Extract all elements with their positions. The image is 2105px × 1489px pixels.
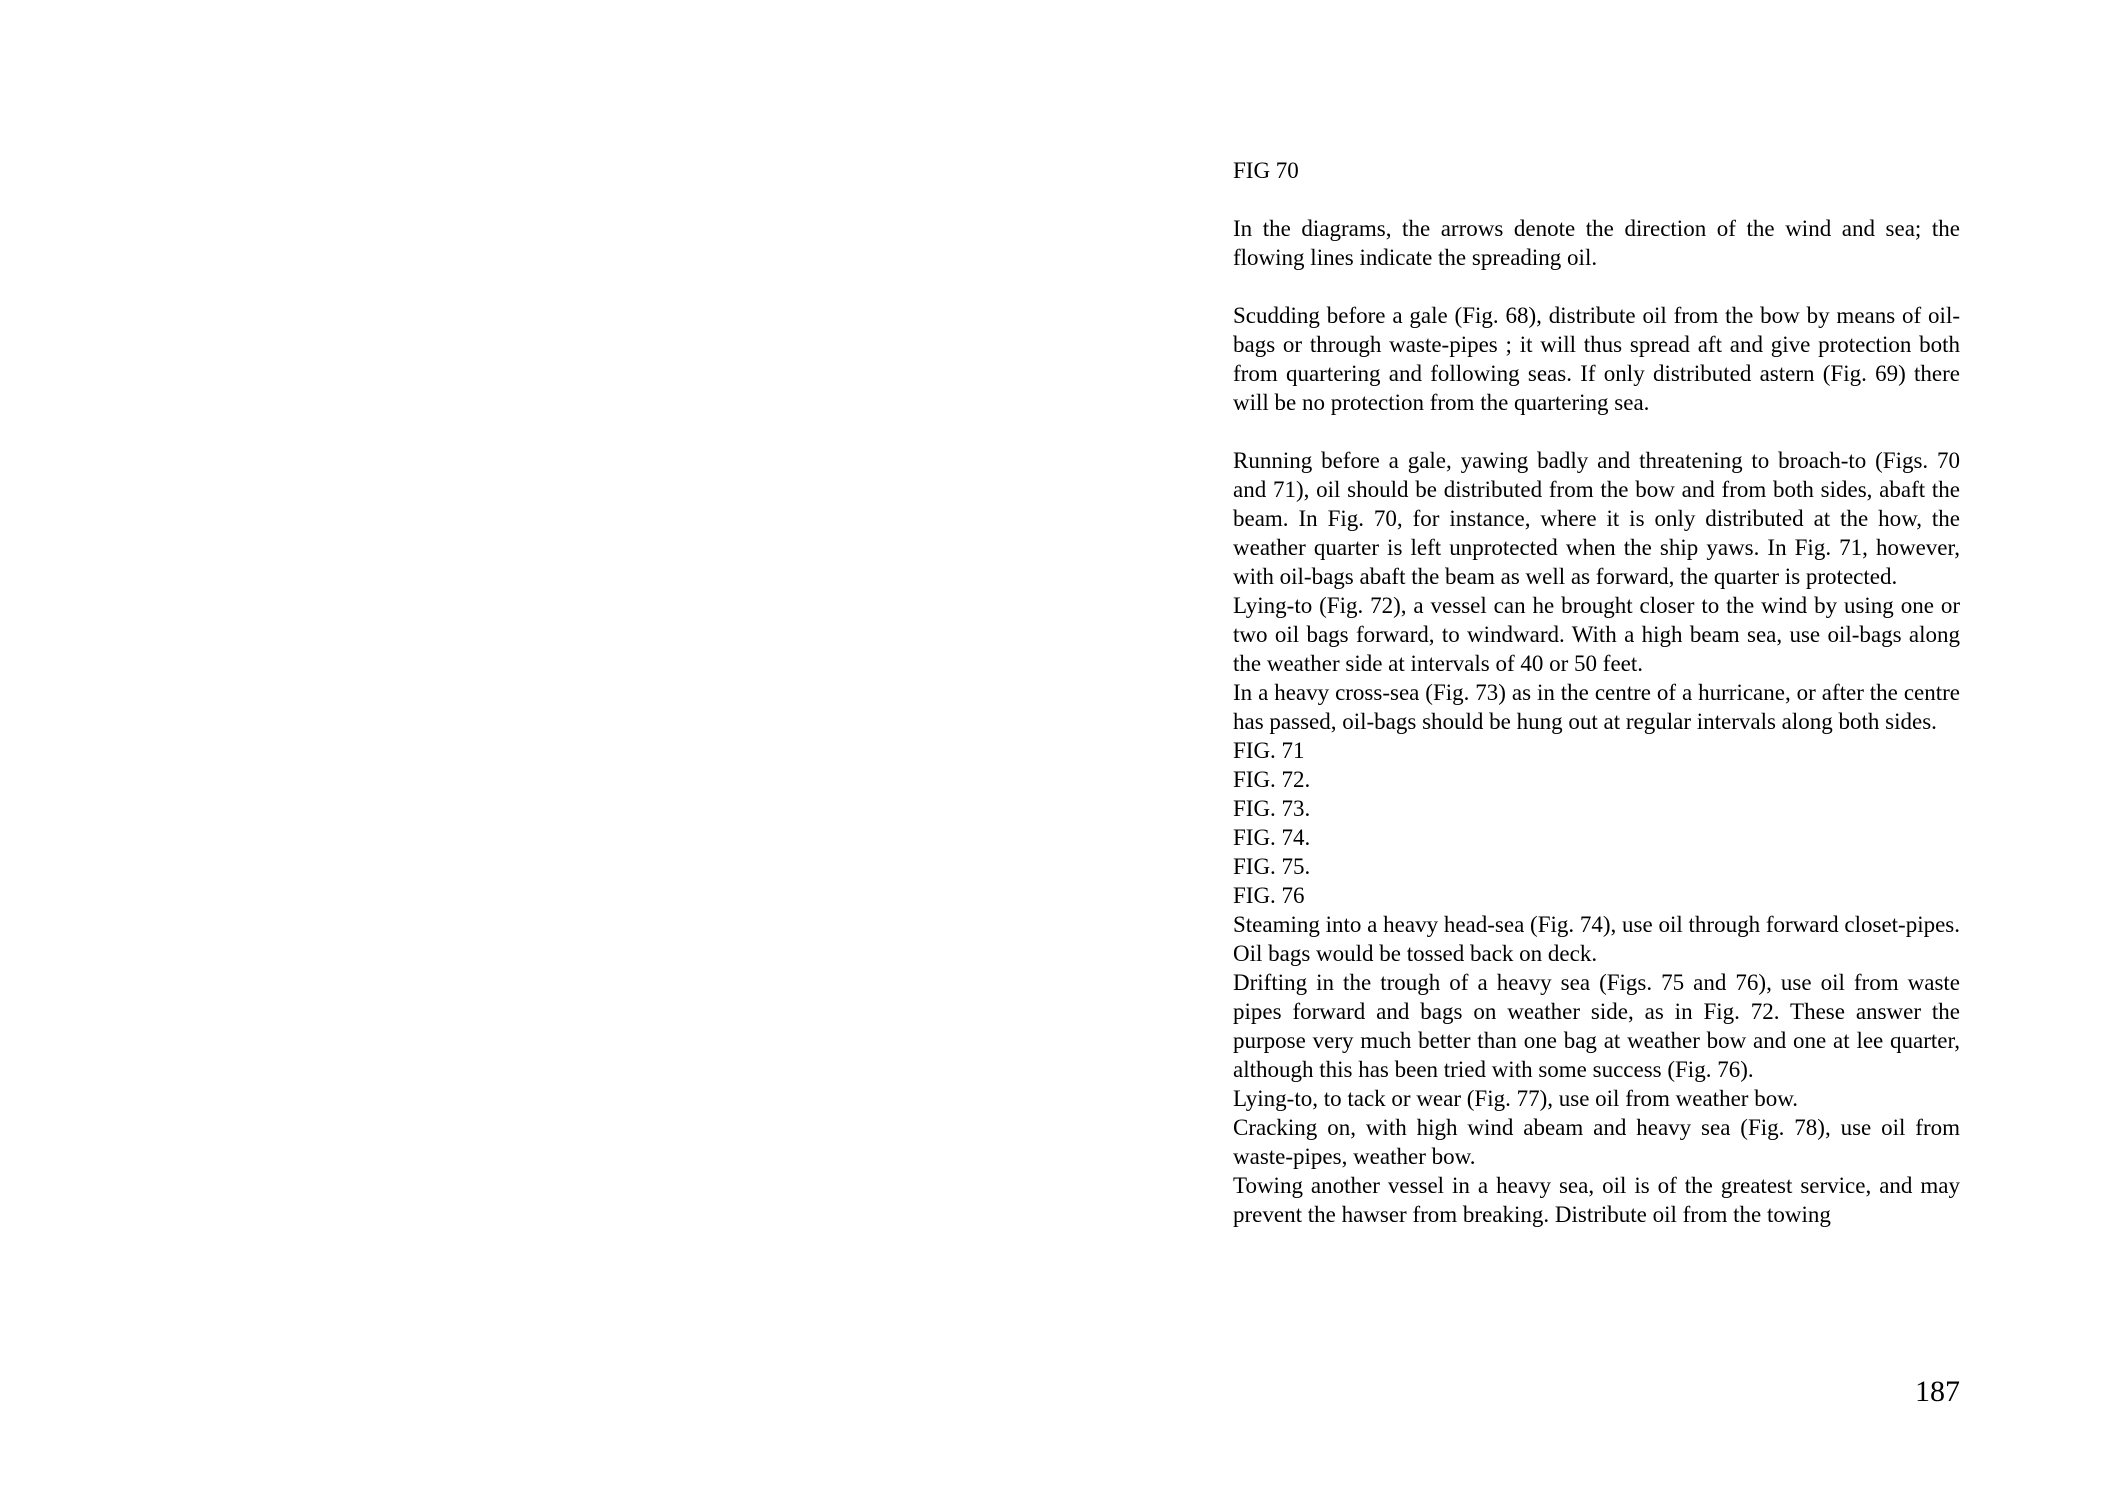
text-column: [1233, 156, 1960, 1229]
figure-label: FIG. 74.: [1233, 825, 1311, 850]
figure-label: FIG. 73.: [1233, 796, 1311, 821]
paragraph: Cracking on, with high wind abeam and heavy sea (Fig. 78), use oil from waste-pipes, weather bow.: [1233, 1115, 1960, 1169]
figure-label: FIG. 72.: [1233, 767, 1311, 792]
figure-label: FIG. 76: [1233, 883, 1305, 908]
paragraph: Lying-to (Fig. 72), a vessel can he brought closer to the wind by using one or two oil bags forward, to windward. With a high beam sea, use oil-bags along the weather side at intervals of 40 or 50 feet.: [1233, 593, 1960, 676]
paragraph: In the diagrams, the arrows denote the direction of the wind and sea; the flowing lines indicate the spreading oil.: [1233, 216, 1960, 270]
paragraph: Lying-to, to tack or wear (Fig. 77), use oil from weather bow.: [1233, 1086, 1799, 1111]
paragraph: Scudding before a gale (Fig. 68), distribute oil from the bow by means of oil-bags or through waste-pipes ; it will thus spread aft and give protection both from quartering and following seas. If only distributed astern (Fig. 69) there will be no protection from the quartering sea.: [1233, 303, 1960, 415]
figure-label: FIG 70: [1233, 158, 1299, 183]
paragraph: Drifting in the trough of a heavy sea (Figs. 75 and 76), use oil from waste pipes forward and bags on weather side, as in Fig. 72. These answer the purpose very much better than one bag at weather bow and one at lee quarter, although this has been tried with some success (Fig. 76).: [1233, 970, 1960, 1082]
figure-label: FIG. 71: [1233, 738, 1305, 763]
figure-label: FIG. 75.: [1233, 854, 1311, 879]
paragraph: Running before a gale, yawing badly and threatening to broach-to (Figs. 70 and 71), oil should be distributed from the bow and from both sides, abaft the beam. In Fig. 70, for instance, where it is only distributed at the how, the weather quarter is left unprotected when the ship yaws. In Fig. 71, however, with oil-bags abaft the beam as well as forward, the quarter is protected.: [1233, 448, 1960, 589]
paragraph: Steaming into a heavy head-sea (Fig. 74), use oil through forward closet-pipes. Oil bags would be tossed back on deck.: [1233, 912, 1960, 966]
paragraph: Towing another vessel in a heavy sea, oil is of the greatest service, and may prevent the hawser from breaking. Distribute oil from the towing: [1233, 1173, 1960, 1227]
paragraph: In a heavy cross-sea (Fig. 73) as in the centre of a hurricane, or after the centre has passed, oil-bags should be hung out at regular intervals along both sides.: [1233, 680, 1960, 734]
page-number: 187: [1915, 1375, 1960, 1408]
